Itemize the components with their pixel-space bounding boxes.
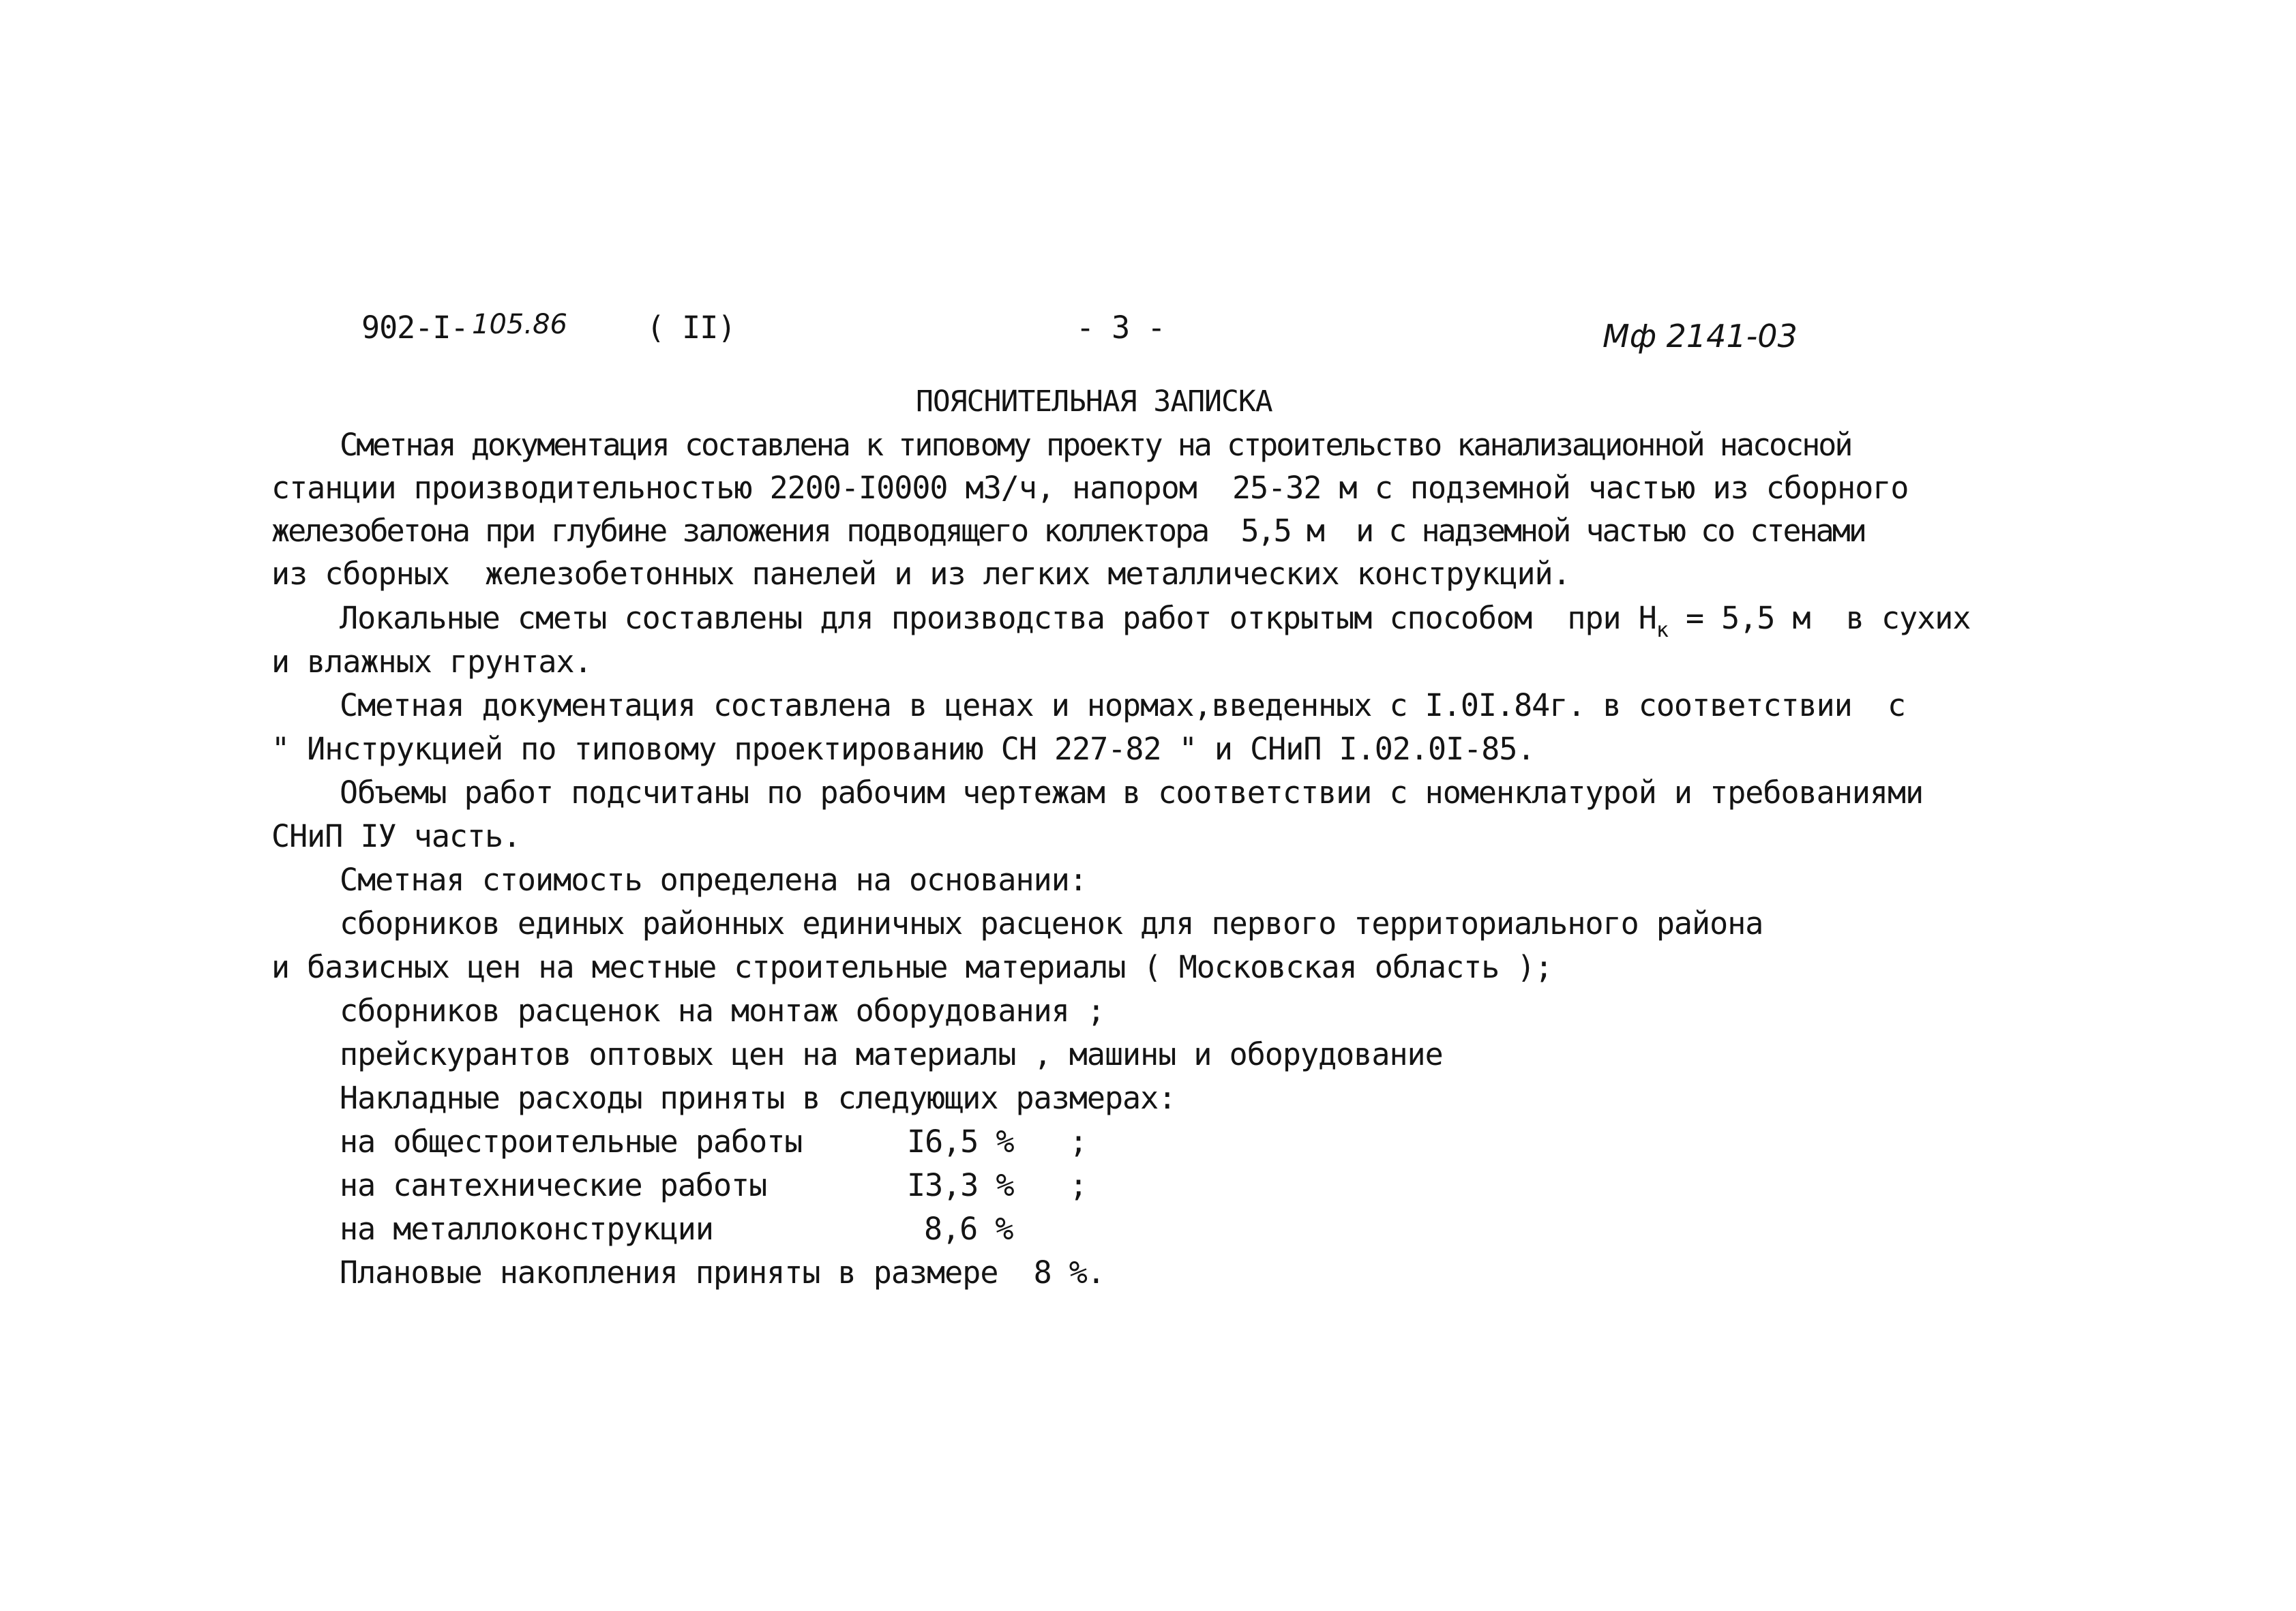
planned-savings-line: Плановые накопления приняты в размере 8 %.	[340, 1254, 1105, 1291]
para-3-line-2: " Инструкцией по типовому проектированию СН 227-82 " и СНиП I.02.0I-85.	[271, 731, 1535, 767]
para-5-line-5: прейскурантов оптовых цен на материалы , машины и оборудование	[340, 1036, 1443, 1072]
para-4-line-2: СНиП IУ часть.	[271, 818, 521, 854]
overhead-label: на металлоконструкции	[340, 1211, 713, 1247]
para-3-line-1: Сметная документация составлена в ценах и нормах,введенных с I.0I.84г. в соответствии с	[340, 687, 1906, 723]
doc-code-handwritten: 105.86	[472, 309, 567, 340]
overhead-value: 8,6 %	[924, 1211, 1013, 1247]
para-1-line-3: железобетона при глубине заложения подводящего коллектора 5,5 м и с надземной частью со стенами	[271, 513, 1865, 549]
para-1-line-2: станции производительностью 2200-I0000 м3/ч, напором 25-32 м с подземной частью из сборного	[271, 470, 1909, 506]
para-2-line-2: и влажных грунтах.	[271, 644, 592, 680]
para-1-line-1: Сметная документация составлена к типовому проекту на строительство канализационной насосной	[340, 427, 1851, 463]
para-2-line-1: Локальные сметы составлены для производства работ открытым способом при $Н_к = 5,5$ м в сухих	[340, 600, 1971, 642]
para-5-line-4: сборников расценок на монтаж оборудования ;	[340, 993, 1105, 1029]
overhead-label: на сантехнические работы	[340, 1167, 767, 1203]
archive-number: Мф 2141-03	[1602, 318, 1798, 355]
overhead-value: I3,3 %	[907, 1167, 1014, 1203]
overhead-separator: ;	[1069, 1167, 1088, 1203]
page-number: - 3 -	[1076, 310, 1165, 346]
doc-code: 902-I-	[361, 310, 468, 346]
h-subscript: к	[1656, 618, 1668, 642]
overhead-separator: ;	[1069, 1124, 1088, 1160]
para-5-line-3: и базисных цен на местные строительные материалы ( Московская область );	[271, 949, 1553, 985]
album-number: ( II)	[646, 310, 736, 346]
overhead-value: I6,5 %	[907, 1124, 1014, 1160]
overhead-label: на общестроительные работы	[340, 1124, 803, 1160]
para-5-line-2: сборников единых районных единичных расценок для первого территориального района	[340, 905, 1763, 942]
para-6-line-1: Накладные расходы приняты в следующих размерах:	[340, 1080, 1176, 1116]
para-1-line-4: из сборных железобетонных панелей и из легких металлических конструкций.	[271, 556, 1570, 592]
para-4-line-1: Объемы работ подсчитаны по рабочим чертежам в соответствии с номенклатурой и требованиями	[340, 774, 1924, 811]
document-title: ПОЯСНИТЕЛЬНАЯ ЗАПИСКА	[916, 385, 1272, 419]
para-5-line-1: Сметная стоимость определена на основании:	[340, 862, 1087, 898]
